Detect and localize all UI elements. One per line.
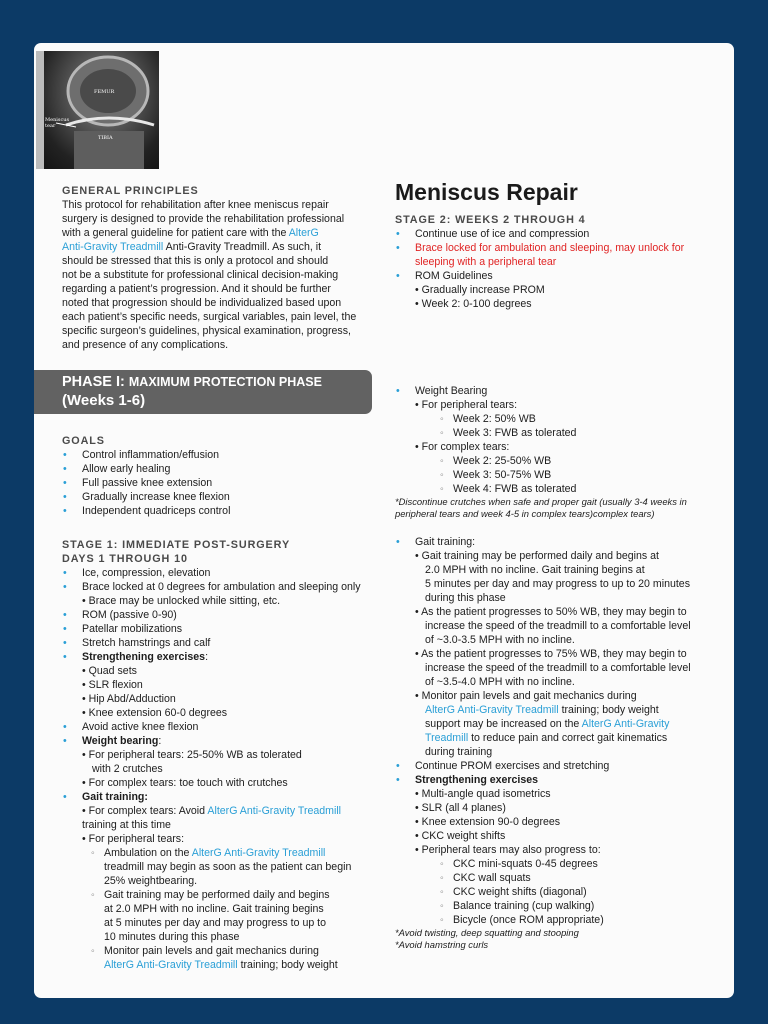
list-item: • Continue use of ice and compression (395, 227, 733, 241)
peripheral-progress-list (415, 857, 733, 927)
goals-section (62, 434, 374, 518)
sub-item: • SLR (all 4 planes) (415, 802, 506, 814)
sub-item: • For complex tears: Avoid AlterG Anti-Gravity Treadmill (82, 805, 342, 817)
sub-item: • For complex tears: toe touch with crutches (82, 777, 288, 789)
list-item: • ROM Guidelines • Gradually increase PROM • Week 2: 0-100 degrees (395, 269, 733, 311)
list-item: • ROM (passive 0-90) (62, 608, 374, 622)
crutches-note: peripheral tears and week 4-5 in complex tears)complex tears) (395, 508, 655, 519)
general-line: surgery is designed to provide the rehabilitation professional (62, 213, 345, 225)
alterg-link[interactable]: AlterG Anti-Gravity Treadmill (191, 847, 326, 859)
general-line: with a general guideline for patient care with the AlterG (62, 227, 319, 239)
general-line: noted that progression should be individualized based upon (62, 297, 342, 309)
sub-item: • Week 2: 0-100 degrees (415, 298, 532, 310)
general-line: regarding a patient’s progression. And it should be further (62, 283, 331, 295)
list-item: • Gait training: • Gait training may be performed daily and begins at 2.0 MPH with no incline. Gait training begins at 5 minutes per day and may progress to up to 20 minutes during this phase • As the patient progresses to 50% WB, they may begin to increase the speed of the treadmill to a comfortable level of ~3.0-3.5 MPH with no incline. • As the patient progresses to 75% WB, they may begin to increase the speed of the treadmill to a comfortable level of ~3.5-4.0 MPH with no incline. • Monitor pain levels and gait mechanics during AlterG Anti-Gravity Treadmill training; body weight support may be increased on the AlterG Anti-Gravity Treadmill to reduce pain and correct gait kinematics during training (395, 535, 733, 759)
avoid-note: *Avoid twisting, deep squatting and stooping (395, 927, 579, 938)
list-item: ◦ Week 4: FWB as tolerated (453, 482, 733, 496)
sub-item: • Monitor pain levels and gait mechanics during (415, 690, 637, 702)
alterg-link[interactable]: AlterG Anti-Gravity Treadmill (104, 959, 238, 971)
general-line: not be a substitute for professional clinical decision-making (62, 269, 339, 281)
tear-label: Meniscus tear (45, 117, 70, 129)
sub-item: of ~3.0-3.5 MPH with no incline. (425, 634, 575, 646)
list-item: • Weight Bearing • For peripheral tears: ◦ Week 2: 50% WB ◦ Week 3: FWB as tolerated • For complex tears: ◦ Week 2: 25-50% WB ◦ Week 3: 50-75% WB ◦ Week 4: FWB as tolerated (395, 384, 733, 496)
list-item: • Strengthening exercises: • Quad sets • SLR flexion • Hip Abd/Adduction • Knee extension 60-0 degrees (62, 650, 374, 720)
stage1-list (62, 566, 374, 972)
list-item: • Ice, compression, elevation (62, 566, 374, 580)
list-item: • Stretch hamstrings and calf (62, 636, 374, 650)
sub-item: with 2 crutches (92, 763, 163, 775)
femur-label: FEMUR (94, 89, 115, 95)
sub-item: 5 minutes per day and may progress to up to 20 minutes (425, 578, 690, 590)
sub-item: • Gradually increase PROM (415, 284, 545, 296)
sub-item: • Multi-angle quad isometrics (415, 788, 551, 800)
sub-item: during this phase (425, 592, 506, 604)
knee-illustration (36, 51, 159, 169)
general-line: should be stressed that this is only a protocol and should (62, 255, 329, 267)
list-item: ◦ CKC wall squats (453, 871, 733, 885)
sub-item: 2.0 MPH with no incline. Gait training begins at (425, 564, 645, 576)
sub-item: • Knee extension 90-0 degrees (415, 816, 561, 828)
list-item: ◦ CKC mini-squats 0-45 degrees (453, 857, 733, 871)
general-principles-heading: GENERAL PRINCIPLES (62, 185, 199, 197)
alterg-link[interactable]: AlterG Anti-Gravity Treadmill (425, 704, 559, 716)
document-page (34, 43, 734, 998)
list-item: • Weight bearing: • For peripheral tears: 25-50% WB as tolerated with 2 crutches • For complex tears: toe touch with crutches (62, 734, 374, 790)
crutches-note: *Discontinue crutches when safe and proper gait (usually 3-4 weeks in (395, 496, 687, 507)
list-item: • Avoid active knee flexion (62, 720, 374, 734)
gait-list (395, 535, 733, 927)
weight-bearing-section (395, 384, 733, 520)
list-item: • Independent quadriceps control (62, 504, 374, 518)
stage1-heading: STAGE 1: IMMEDIATE POST-SURGERY (62, 539, 291, 551)
stage2-list (395, 227, 733, 311)
list-item: • Full passive knee extension (62, 476, 374, 490)
sub-item: • Hip Abd/Adduction (82, 693, 176, 705)
sub-item: • Knee extension 60-0 degrees (82, 707, 228, 719)
list-item: ◦ Week 2: 50% WB (453, 412, 733, 426)
sub-item: • As the patient progresses to 50% WB, they may begin to (415, 606, 687, 618)
list-item: ◦ Balance training (cup walking) (453, 899, 733, 913)
page-title: Meniscus Repair (395, 179, 578, 205)
sub-item: • Gait training may be performed daily and begins at (415, 550, 659, 562)
sub-item: of ~3.5-4.0 MPH with no incline. (425, 676, 575, 688)
list-item: • Brace locked for ambulation and sleeping, may unlock for sleeping with a peripheral tear (395, 241, 733, 269)
general-principles-section (62, 184, 374, 352)
knee-mri-image (36, 51, 159, 169)
general-line: each patient’s specific needs, surgical variables, pain level, the (62, 311, 357, 323)
sub-item: • For complex tears: (415, 441, 510, 453)
general-line: Anti-Gravity Treadmill Anti-Gravity Treadmill. As such, it (62, 241, 322, 253)
sub-item: • SLR flexion (82, 679, 143, 691)
list-item: • Brace locked at 0 degrees for ambulation and sleeping only • Brace may be unlocked while sitting, etc. (62, 580, 374, 608)
list-item: • Gradually increase knee flexion (62, 490, 374, 504)
goals-heading: GOALS (62, 435, 105, 447)
sub-item: • As the patient progresses to 75% WB, they may begin to (415, 648, 687, 660)
weight-list (395, 384, 733, 496)
phase-weeks: (Weeks 1-6) (62, 392, 146, 409)
list-item: ◦ Monitor pain levels and gait mechanics during AlterG Anti-Gravity Treadmill training; body weight (104, 944, 374, 972)
list-item: ◦ Ambulation on the AlterG Anti-Gravity Treadmill treadmill may begin as soon as the patient can begin 25% weightbearing. (104, 846, 374, 888)
stage2-heading: STAGE 2: WEEKS 2 THROUGH 4 (395, 214, 586, 226)
peripheral-list (82, 846, 374, 972)
sub-item: Treadmill to reduce pain and correct gait kinematics (425, 732, 668, 744)
list-item: ◦ Week 3: 50-75% WB (453, 468, 733, 482)
treadmill-link[interactable]: Treadmill (425, 732, 469, 744)
complex-weeks (415, 454, 733, 496)
treadmill-link[interactable]: Anti-Gravity Treadmill (62, 241, 164, 253)
sub-item: training at this time (82, 819, 171, 831)
stage2-section (395, 179, 733, 311)
list-item: • Patellar mobilizations (62, 622, 374, 636)
sub-item: increase the speed of the treadmill to a comfortable level (425, 620, 691, 632)
list-item: • Gait training: • For complex tears: Avoid AlterG Anti-Gravity Treadmill training at this time • For peripheral tears: ◦ Ambulation on the AlterG Anti-Gravity Treadmill treadmill may begin as soon as the patient can begin 25% weightbearing. ◦ Gait training may be performed daily and begins at 2.0 MPH with no incline. Gait training begins at 5 minutes per day and may progress to up to 10 minutes during this phase ◦ Monitor pain levels and gait mechanics during AlterG Anti-Gravity Treadmill training; body weight (62, 790, 374, 972)
sub-item: • Peripheral tears may also progress to: (415, 844, 601, 856)
sub-item: • Quad sets (82, 665, 137, 677)
alterg-link[interactable]: AlterG Anti-Gravity (581, 718, 670, 730)
alterg-link[interactable]: AlterG Anti-Gravity Treadmill (207, 805, 342, 817)
general-line: and presence of any complications. (62, 339, 229, 351)
list-item: • Continue PROM exercises and stretching (395, 759, 733, 773)
stage1-subheading: DAYS 1 THROUGH 10 (62, 553, 188, 565)
list-item: ◦ Week 3: FWB as tolerated (453, 426, 733, 440)
goals-list (62, 448, 374, 518)
general-line: This protocol for rehabilitation after knee meniscus repair (62, 199, 329, 211)
general-line: specific surgeon’s guidelines, physical examination, progress, (62, 325, 351, 337)
alterg-link[interactable]: AlterG (288, 227, 319, 239)
sub-item: • For peripheral tears: (82, 833, 185, 845)
list-item: ◦ Gait training may be performed daily and begins at 2.0 MPH with no incline. Gait training begins at 5 minutes per day and may progress to up to 10 minutes during this phase (104, 888, 374, 944)
gait-training-section (395, 535, 733, 951)
sub-item: • Brace may be unlocked while sitting, etc. (82, 595, 281, 607)
phase-title: PHASE I: MAXIMUM PROTECTION PHASE (62, 374, 322, 390)
list-item: • Allow early healing (62, 462, 374, 476)
sub-item: support may be increased on the AlterG Anti-Gravity (425, 718, 670, 730)
sub-item: • For peripheral tears: (415, 399, 518, 411)
sub-item: during training (425, 746, 493, 758)
sub-item: increase the speed of the treadmill to a comfortable level (425, 662, 691, 674)
list-item: • Control inflammation/effusion (62, 448, 374, 462)
list-item: ◦ Week 2: 25-50% WB (453, 454, 733, 468)
phase-banner (34, 370, 372, 414)
peripheral-weeks (415, 412, 733, 440)
tibia-label: TIBIA (98, 135, 113, 141)
list-item: ◦ Bicycle (once ROM appropriate) (453, 913, 733, 927)
list-item: • Strengthening exercises • Multi-angle quad isometrics • SLR (all 4 planes) • Knee extension 90-0 degrees • CKC weight shifts • Peripheral tears may also progress to: ◦ CKC mini-squats 0-45 degrees ◦ CKC wall squats ◦ CKC weight shifts (diagonal) ◦ Balance training (cup walking) ◦ Bicycle (once ROM appropriate) (395, 773, 733, 927)
sub-item: AlterG Anti-Gravity Treadmill training; body weight (425, 704, 659, 716)
sub-item: • For peripheral tears: 25-50% WB as tolerated (82, 749, 302, 761)
avoid-note: *Avoid hamstring curls (395, 939, 489, 950)
stage1-section (62, 538, 374, 972)
list-item: ◦ CKC weight shifts (diagonal) (453, 885, 733, 899)
sub-item: • CKC weight shifts (415, 830, 506, 842)
